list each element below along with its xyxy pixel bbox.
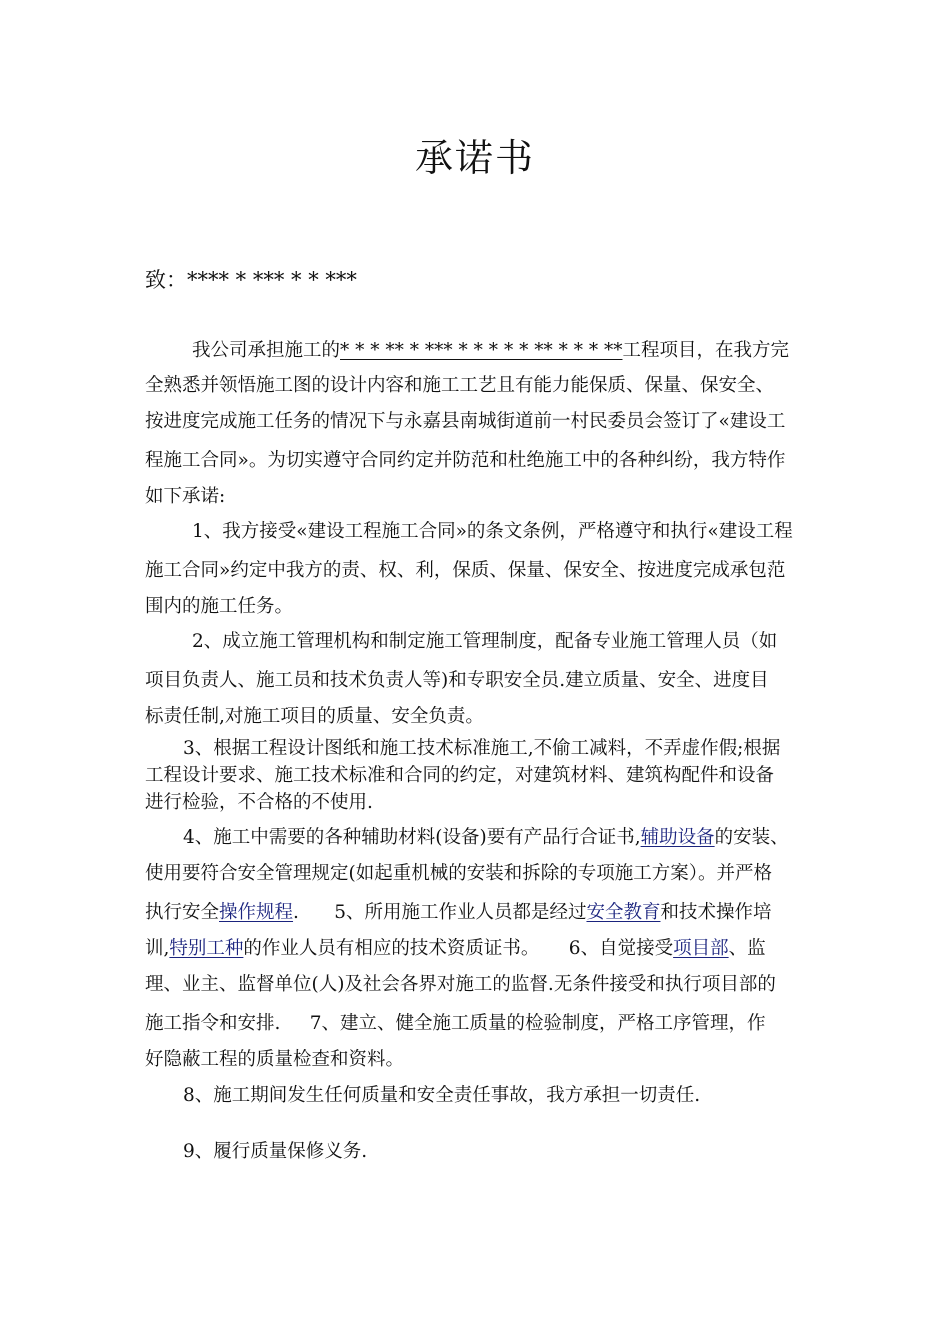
- intro-line-4: 程施工合同»。为切实遵守合同约定并防范和杜绝施工中的各种纠纷，我方特作: [145, 450, 786, 471]
- item1-line-2: 施工合同»约定中我方的责、权、利，保质、保量、保安全、按进度完成承包范: [145, 560, 786, 581]
- item4-text: 执行安全: [145, 902, 220, 923]
- item4-line-1: [183, 823, 789, 853]
- project-department-link[interactable]: 项目部: [673, 938, 729, 959]
- item4-text: 的作业人员有相应的技术资质证书。 6、自觉接受: [243, 938, 674, 959]
- item4-line-3: [145, 898, 772, 928]
- item2-line-2: 项目负责人、施工员和技术负责人等)和专职安全员.建立质量、安全、进度目: [145, 670, 769, 691]
- item2-line-3: 标责任制,对施工项目的质量、安全负责。: [145, 706, 484, 727]
- addressee-line: 致：**** * *** * * ***: [145, 268, 357, 292]
- project-name: * * * ** * *** * * * * * ** * * * **: [340, 340, 623, 361]
- special-trades-link[interactable]: 特别工种: [169, 938, 244, 959]
- item4-text: 训,: [145, 938, 170, 959]
- item4-text: 4、施工中需要的各种辅助材料(设备)要有产品行合证书,: [183, 827, 641, 848]
- item8-line: 8、施工期间发生任何质量和安全责任事故，我方承担一切责任.: [183, 1085, 701, 1106]
- intro-text: 工程项目，在我方完: [622, 340, 789, 361]
- intro-line-2: 全熟悉并领悟施工图的设计内容和施工工艺且有能力能保质、保量、保安全、: [145, 375, 775, 396]
- safety-education-link[interactable]: 安全教育: [586, 902, 661, 923]
- intro-line-3: 按进度完成施工任务的情况下与永嘉县南城街道前一村民委员会签订了«建设工: [145, 411, 786, 432]
- item1-line-1: 1、我方接受«建设工程施工合同»的条文条例，严格遵守和执行«建设工程: [192, 521, 793, 542]
- item4-text: 和技术操作培: [660, 902, 772, 923]
- intro-line-1: [192, 336, 789, 366]
- operating-procedures-link[interactable]: 操作规程: [219, 902, 294, 923]
- item4-text: 的安装、: [714, 827, 789, 848]
- item3-line-3: 进行检验，不合格的不使用.: [145, 792, 373, 813]
- item3-line-1: 3、根据工程设计图纸和施工技术标准施工,不偷工减料，不弄虚作假;根据: [183, 738, 781, 759]
- intro-line-5: 如下承诺:: [145, 486, 226, 507]
- item4-line-5: 理、业主、监督单位(人)及社会各界对施工的监督.无条件接受和执行项目部的: [145, 974, 776, 995]
- item4-line-4: [145, 934, 766, 964]
- item4-line-6: 施工指令和安排. 7、建立、健全施工质量的检验制度，严格工序管理，作: [145, 1013, 766, 1034]
- item9-line: 9、履行质量保修义务.: [183, 1141, 368, 1162]
- item4-text: . 5、所用施工作业人员都是经过: [293, 902, 587, 923]
- item4-line-2: 使用要符合安全管理规定(如起重机械的安装和拆除的专项施工方案）。并严格: [145, 863, 772, 884]
- document-title: 承诺书: [414, 136, 535, 180]
- item3-line-2: 工程设计要求、施工技术标准和合同的约定，对建筑材料、建筑构配件和设备: [145, 765, 775, 786]
- auxiliary-equipment-link[interactable]: 辅助设备: [640, 827, 715, 848]
- item2-line-1: 2、成立施工管理机构和制定施工管理制度，配备专业施工管理人员（如: [192, 631, 778, 652]
- intro-text: 我公司承担施工的: [192, 340, 341, 361]
- item4-text: 、监: [728, 938, 766, 959]
- item1-line-3: 围内的施工任务。: [145, 596, 294, 617]
- item4-line-7: 好隐蔽工程的质量检查和资料。: [145, 1049, 405, 1070]
